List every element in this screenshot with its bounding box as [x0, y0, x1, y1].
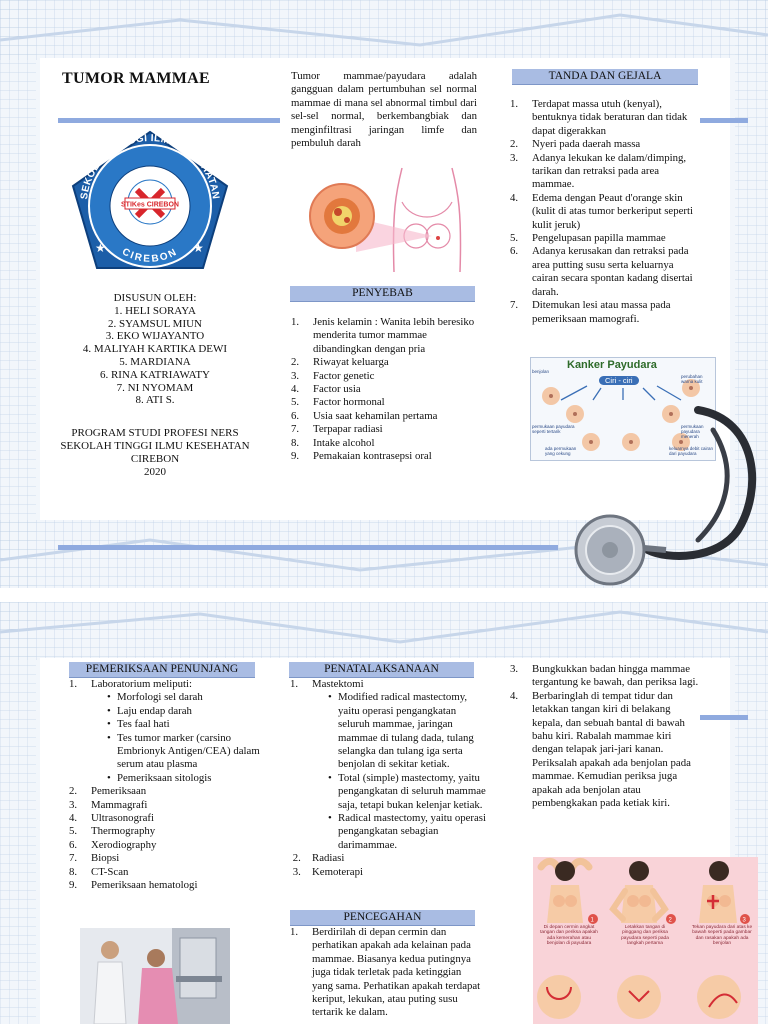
author-name: 6. RINA KATRIAWATY: [99, 368, 211, 381]
breast-anatomy-image: [292, 162, 462, 274]
list-item: 6. Usia saat kehamilan pertama: [291, 409, 438, 422]
leaflet-title: TUMOR MAMMAE: [62, 70, 211, 87]
definition-text: Tumor mammae/payudara adalah gangguan dalam pertumbuhan sel normal mammae di mana sel abnormal timbul dari sel-sel normal, berkembangbiak dan menginfiltrasi jaringan limfe dan pembuluh darah: [291, 70, 477, 150]
stethoscope-image: [548, 400, 768, 588]
list-item: • Radical mastectomy, yaitu operasi pengangkatan sebagian darimammae.: [330, 812, 488, 852]
list-item: • Pemeriksaan sitologis: [109, 772, 269, 785]
list-item: 2. Riwayat keluarga: [291, 356, 389, 369]
author-name: 5. MARDIANA: [119, 355, 191, 368]
infographic-label: permukaan payudara seperti tertarik: [532, 424, 575, 434]
logo-ring-top-text: SEKOLAH TINGGI ILMU KESEHATAN: [79, 132, 221, 200]
list-item: 2. Nyeri pada daerah massa: [510, 138, 641, 151]
list-item: 3. Kemoterapi: [290, 865, 363, 878]
star-icon: ★: [193, 241, 204, 255]
section-header-penyebab: PENYEBAB: [290, 286, 475, 302]
list-item: 7. Biopsi: [69, 852, 120, 865]
list-item: 7. Terpapar radiasi: [291, 423, 383, 436]
mammography-photo: [80, 928, 230, 1024]
author-block: [40, 292, 270, 478]
program-line: 2020: [144, 465, 166, 478]
lab-sublist: [91, 691, 269, 785]
list-item: • Tes faal hati: [109, 718, 269, 731]
sadari-illustration: [533, 857, 758, 1024]
list-item: 2. Pemeriksaan: [69, 785, 147, 798]
list-item: 5. Factor hormonal: [291, 396, 385, 409]
section-header-pemeriksaan: PEMERIKSAAN PENUNJANG: [69, 662, 255, 678]
stikes-logo: [65, 130, 235, 278]
list-item: • Laju endap darah: [109, 705, 269, 718]
svg-text:3: 3: [742, 917, 746, 924]
sadari-caption: Tekan payudara dari atas ke bawah seperti pada gambar dan rasakan apakah ada benjolan: [691, 925, 753, 947]
pemeriksaan-list: [69, 678, 269, 893]
infographic-label: benjolan: [532, 369, 550, 374]
list-item: 7. Ditemukan lesi atau massa pada pemeriksaan mamografi.: [510, 299, 671, 325]
author-name: 7. NI NYOMAM: [116, 381, 194, 394]
section-header-pencegahan: PENCEGAHAN: [290, 910, 475, 926]
list-item: 5. Pengelupasan papilla mammae: [510, 232, 666, 245]
sadari-caption: Letakkan tangan di pinggang dan periksa payudara seperti pada langkah pertama: [621, 925, 669, 947]
svg-text:2: 2: [668, 917, 672, 924]
divider-bar: [700, 715, 748, 720]
program-line: CIREBON: [130, 452, 180, 465]
list-item: 4. Factor usia: [291, 383, 361, 396]
list-item: 1. Terdapat massa utuh (kenyal), bentuknya tidak beraturan dan tidak dapat digerakkan: [510, 98, 688, 137]
infographic-title: Kanker Payudara: [567, 359, 657, 371]
list-item: 2. Radiasi: [290, 852, 345, 865]
list-item: • Total (simple) mastectomy, yaitu pengangkatan di seluruh mammae saja, tetapi bukan kelenjar ketiak.: [330, 772, 488, 812]
star-icon: ★: [95, 241, 106, 255]
program-line: SEKOLAH TINGGI ILMU KESEHATAN: [60, 439, 250, 452]
list-item: 4. Ultrasonografi: [69, 812, 154, 825]
author-name: 2. SYAMSUL MIUN: [107, 317, 203, 330]
authors-heading: DISUSUN OLEH:: [113, 292, 197, 304]
list-item: 1. Laboratorium meliputi: • Morfologi sel darah • Laju endap darah • Tes faal hati • Tes tumor marker (carsino Embrionyk Antigen/CEA) dalam serum atau plasma • Pemeriksaan sitologis: [69, 678, 269, 785]
pencegahan-list: [290, 926, 482, 1020]
penatalaksanaan-list: [290, 678, 488, 879]
list-item: 9. Pemeriksaan hematologi: [69, 879, 198, 892]
penyebab-list: [291, 316, 481, 463]
divider-bar: [700, 118, 748, 123]
list-item: • Tes tumor marker (carsino Embrionyk Antigen/CEA) dalam serum atau plasma: [109, 732, 269, 772]
list-item: 6. Adanya kerusakan dan retraksi pada area putting susu serta keluarnya cairan secara spontan kadang disertai darah.: [510, 245, 693, 298]
list-item: 4. Edema dengan Peaut d'orange skin (kulit di atas tumor berkeriput seperti kulit jeruk): [510, 191, 694, 231]
tanda-gejala-list: [510, 98, 700, 326]
infographic-label: permukaan payudara menerah: [681, 424, 704, 439]
svg-text:1: 1: [590, 917, 594, 924]
infographic-subtitle: Ciri - ciri: [599, 376, 639, 385]
leaflet-page-2: [0, 602, 768, 1024]
list-item: 3. Adanya lekukan ke dalam/dimping, tarikan dan retraksi pada area mammae.: [510, 151, 687, 191]
logo-ring-bottom-text: CIREBON: [120, 246, 180, 265]
list-item: 5. Thermography: [69, 825, 156, 838]
list-item: 1. Berdirilah di depan cermin dan perhatikan apakah ada kelainan pada mammae. Biasanya kedua putingnya juga tidak terletak pada ketinggian yang sama. Perhatikan apakah terdapat keriput, lekukan, atau puting susu tertarik ke dalam.: [290, 926, 481, 1019]
infographic-label: perubahan warna kulit: [681, 374, 703, 384]
list-item: • Modified radical mastectomy, yaitu operasi pengangkatan seluruh mammae, jaringan mammae di tulang dada, tulang selangka dan tulang iga serta benjolan di sekitar ketiak.: [330, 691, 488, 771]
list-item: 1. Jenis kelamin : Wanita lebih beresiko menderita tumor mammae dibandingkan dengan pria: [291, 316, 475, 355]
author-name: 3. EKO WIJAYANTO: [105, 330, 205, 343]
divider-bar: [58, 545, 558, 550]
list-item: 6. Xerodiography: [69, 838, 157, 851]
list-item: 4. Berbaringlah di tempat tidur dan letakkan tangan kiri di belakang kepala, dan sebuah bantal di bawah bahu kiri. Rabalah mammae kiri dengan telapak jari-jari kanan. Periksalah apakah ada benjolan pada mammae. Kemudian periksa juga apakah ada benjolan atau pembengkakan pada ketiak kiri.: [510, 689, 691, 810]
list-item: 8. CT-Scan: [69, 865, 129, 878]
sadari-steps-list: [510, 663, 704, 810]
list-item: 3. Bungkukkan badan hingga mammae tergantung ke bawah, dan periksa lagi.: [510, 663, 699, 689]
section-header-penatalaksanaan: PENATALAKSANAAN: [289, 662, 474, 678]
author-name: 8. ATI S.: [135, 394, 175, 407]
list-item: 3. Mammagrafi: [69, 798, 148, 811]
logo-center-text: STIKes CIREBON: [121, 201, 179, 209]
infographic-label: ada permukaan yang cekung: [545, 446, 577, 456]
section-header-tanda-gejala: TANDA DAN GEJALA: [512, 69, 698, 85]
list-item: 3. Factor genetic: [291, 369, 375, 382]
list-item: • Morfologi sel darah: [109, 691, 269, 704]
divider-bar: [58, 118, 280, 123]
author-name: 4. MALIYAH KARTIKA DEWI: [82, 343, 228, 356]
sadari-caption: Di depan cermin angkat tangan dan periksa apakah ada kemerahan atau benjolan di payudara: [540, 925, 598, 947]
list-item: 9. Pemakaian kontrasepsi oral: [291, 450, 432, 463]
author-name: 1. HELI SORAYA: [114, 304, 196, 317]
infographic-label: keluarnya debit cairan dari payudara: [669, 446, 714, 456]
list-item: 1. Mastektomi • Modified radical mastectomy, yaitu operasi pengangkatan seluruh mammae, jaringan mammae di tulang dada, tulang selangka dan tulang iga serta benjolan di sekitar ketiak. • Total (simple) mastectomy, yaitu pengangkatan di seluruh mammae saja, tetapi bukan kelenjar ketiak. • Radical mastectomy, yaitu operasi pengangkatan sebagian darimammae.: [290, 678, 488, 852]
mastektomi-sublist: [312, 691, 488, 852]
program-line: PROGRAM STUDI PROFESI NERS: [71, 427, 239, 440]
list-item: 8. Intake alcohol: [291, 436, 375, 449]
